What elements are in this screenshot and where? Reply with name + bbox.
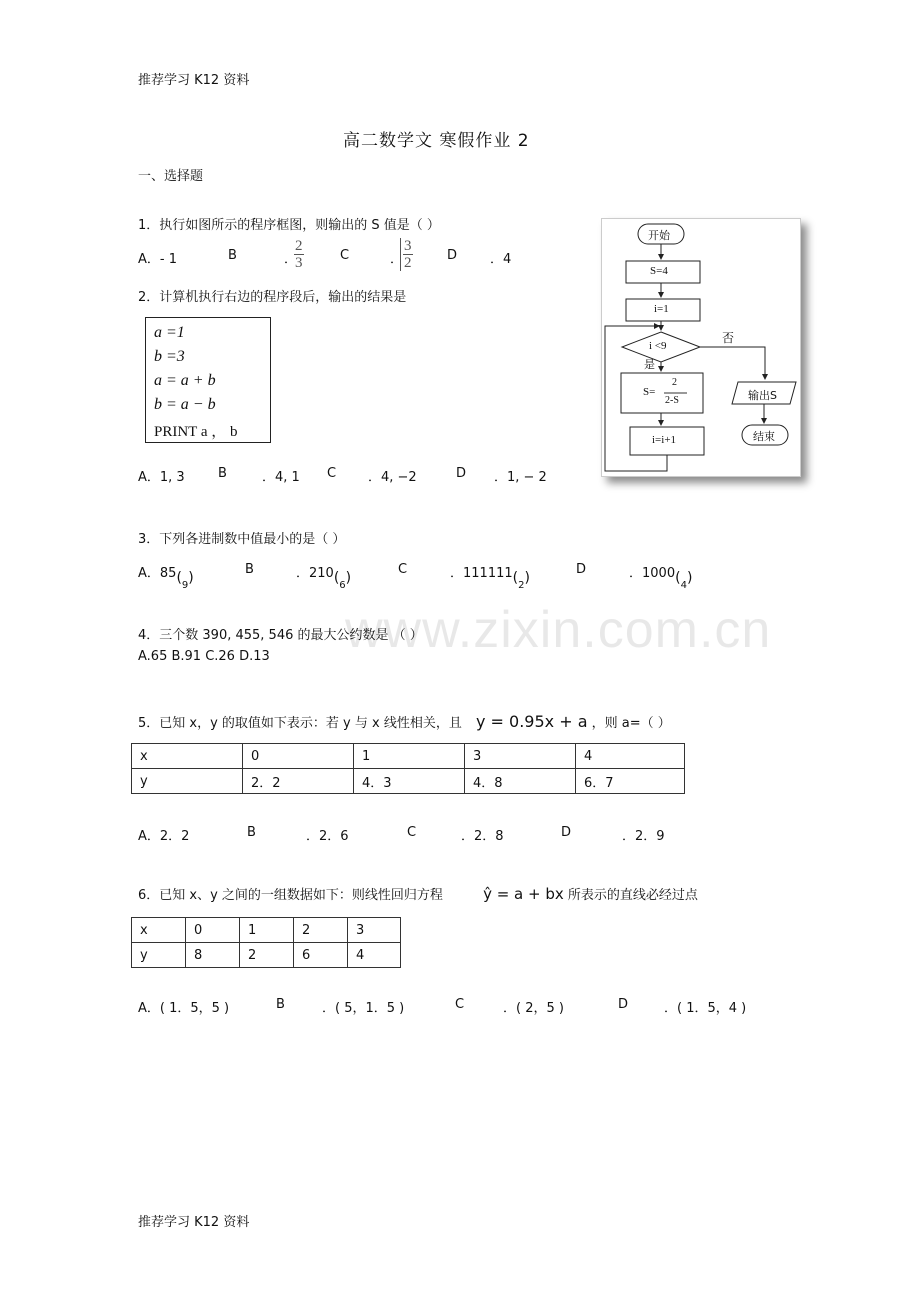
page-header: 推荐学习 K12 资料 [138,73,250,88]
table-cell: 0 [186,918,240,943]
watermark: www.zixin.com.cn [345,601,772,659]
q2-option-d: ．1, − 2 [494,470,547,485]
table-cell: 6．7 [576,769,685,794]
q2-option-a: A．1, 3 [138,470,185,485]
flow-end-label: 结束 [753,430,775,443]
q5-option-b: ．2．6 [306,829,349,844]
q3-d-value: ．1000 [629,566,676,581]
q1-dot-b: ． [284,252,298,267]
question-6-stem [138,884,698,903]
program-code-box [145,317,271,443]
q3-b-base-paren: $(_6)$ [333,570,352,591]
q1-option-c-label: C [340,248,350,263]
q3-option-a [138,562,194,591]
table-cell: y [132,769,243,794]
q5-option-c: ．2．8 [461,829,504,844]
question-5-options [138,825,698,843]
flow-yes-label: 是 [644,358,655,371]
question-3-stem: 3．下列各进制数中值最小的是（ ） [138,532,346,547]
q5-option-a: A．2．2 [138,829,190,844]
table-cell: 4 [576,744,685,769]
q5-option-d-label: D [561,825,572,840]
q1-option-b-fraction [294,238,304,271]
flow-s-init-label: S=4 [650,265,668,277]
flow-i-init-label: i=1 [654,303,669,315]
question-2-options [138,466,568,484]
code-line-5: PRINT a ， b [154,424,238,440]
question-2-stem: 2．计算机执行右边的程序段后，输出的结果是 [138,290,407,305]
section-heading: 一、选择题 [138,169,204,184]
q3-b-value: ．210 [296,566,334,581]
q3-a-base: 9 [181,580,189,591]
q2-option-b-label: B [218,466,227,481]
table-cell: 3 [465,744,576,769]
q5-stem-tail: ，则 a=（ ） [591,716,671,731]
question-4-options: A.65 B.91 C.26 D.13 [138,649,270,664]
table-row [132,769,685,794]
flow-start-label: 开始 [648,229,670,242]
q1-c-numerator: 3 [404,238,412,254]
page-footer: 推荐学习 K12 资料 [138,1215,250,1230]
flow-assign-numerator: 2 [672,377,677,388]
table-cell: 1 [354,744,465,769]
q3-d-base: 4 [680,580,687,591]
q6-option-b-label: B [276,997,285,1012]
q3-c-base: 2 [518,580,525,591]
table-cell: x [132,918,186,943]
table-cell: 6 [294,943,348,968]
flow-assign-box [621,373,703,413]
question-1-stem: 1．执行如图所示的程序框图，则输出的 S 值是（ ） [138,218,440,233]
table-row [132,943,401,968]
q5-equation: y = 0.95x + a [475,712,588,731]
code-line-3: a = a + b [154,372,216,389]
table-cell: 4 [348,943,401,968]
q1-dot-c: ． [390,252,404,267]
table-cell: 2 [294,918,348,943]
q1-option-d-label: D [447,248,458,263]
flow-increment-label: i=i+1 [652,434,677,446]
q6-stem-tail: 所表示的直线必经过点 [567,888,698,903]
table-row [132,744,685,769]
q1-option-c-fraction [400,238,413,271]
q5-stem-text: 5．已知 x，y 的取值如下表示：若 y 与 x 线性相关，且 [138,716,462,731]
question-4-stem: 4．三个数 390, 455, 546 的最大公约数是 （ ） [138,628,423,643]
flow-no-branch-line [700,347,765,379]
q6-stem-text: 6．已知 x、y 之间的一组数据如下：则线性回归方程 [138,888,443,903]
table-cell: 1 [240,918,294,943]
q1-b-numerator: 2 [295,238,303,254]
table-cell: 8 [186,943,240,968]
q6-option-c-label: C [455,997,465,1012]
table-cell: 2．2 [243,769,354,794]
page-title: 高二数学文 寒假作业 2 [343,131,530,151]
code-line-4: b = a − b [154,396,216,413]
q6-option-c: ．( 2，5 ) [503,1001,564,1016]
table-cell: 3 [348,918,401,943]
q3-option-c [450,562,530,591]
q6-equation: ŷ = a + bx [483,885,564,903]
q6-option-d: ．( 1．5，4 ) [664,1001,747,1016]
q2-option-c-label: C [327,466,337,481]
question-1-options [138,238,558,278]
q1-c-denominator: 2 [404,255,412,271]
q3-c-base-paren: $(_2)$ [512,570,530,591]
table-cell: 0 [243,744,354,769]
q6-option-d-label: D [618,997,629,1012]
q3-a-base-paren: $(_9)$ [176,570,194,591]
table-cell: y [132,943,186,968]
code-line-1: a =1 [154,324,185,341]
flow-no-label: 否 [722,331,735,345]
q2-option-d-label: D [456,466,467,481]
q3-b-base: 6 [339,580,346,591]
table-cell: 4．8 [465,769,576,794]
q1-b-denominator: 3 [295,255,303,271]
q2-option-c: ．4, −2 [368,470,417,485]
flow-output-label: 输出S [748,389,777,402]
q3-option-c-label: C [398,562,408,577]
flow-assign-denominator: 2-S [665,395,679,406]
q3-option-d [629,562,693,591]
q5-data-table [131,743,685,794]
question-5-stem [138,712,671,731]
q3-c-value: ．111111 [450,566,513,581]
q3-a-value: A．85 [138,566,177,581]
flow-assign-prefix: S= [643,386,656,398]
code-line-2: b =3 [154,348,185,365]
table-row [132,918,401,943]
q5-option-d: ．2．9 [622,829,665,844]
table-cell: x [132,744,243,769]
table-cell: 2 [240,943,294,968]
table-cell: 4．3 [354,769,465,794]
q3-option-b-label: B [245,562,254,577]
question-6-options [138,997,778,1015]
q1-option-d-value: ．4 [490,252,512,267]
q3-d-base-paren: $(_4)$ [675,570,693,591]
q6-data-table [131,917,401,968]
q2-option-b: ．4, 1 [262,470,300,485]
flowchart-figure [601,218,801,477]
flow-condition-label: i <9 [649,340,667,352]
q3-option-b [296,562,352,591]
q6-option-a: A．( 1．5，5 ) [138,1001,230,1016]
q1-option-a: A．- 1 [138,252,177,267]
q5-option-b-label: B [247,825,256,840]
q3-option-d-label: D [576,562,587,577]
question-3-options [138,562,718,590]
q1-option-b-label: B [228,248,237,263]
q5-option-c-label: C [407,825,417,840]
q6-option-b: ．( 5，1．5 ) [322,1001,405,1016]
